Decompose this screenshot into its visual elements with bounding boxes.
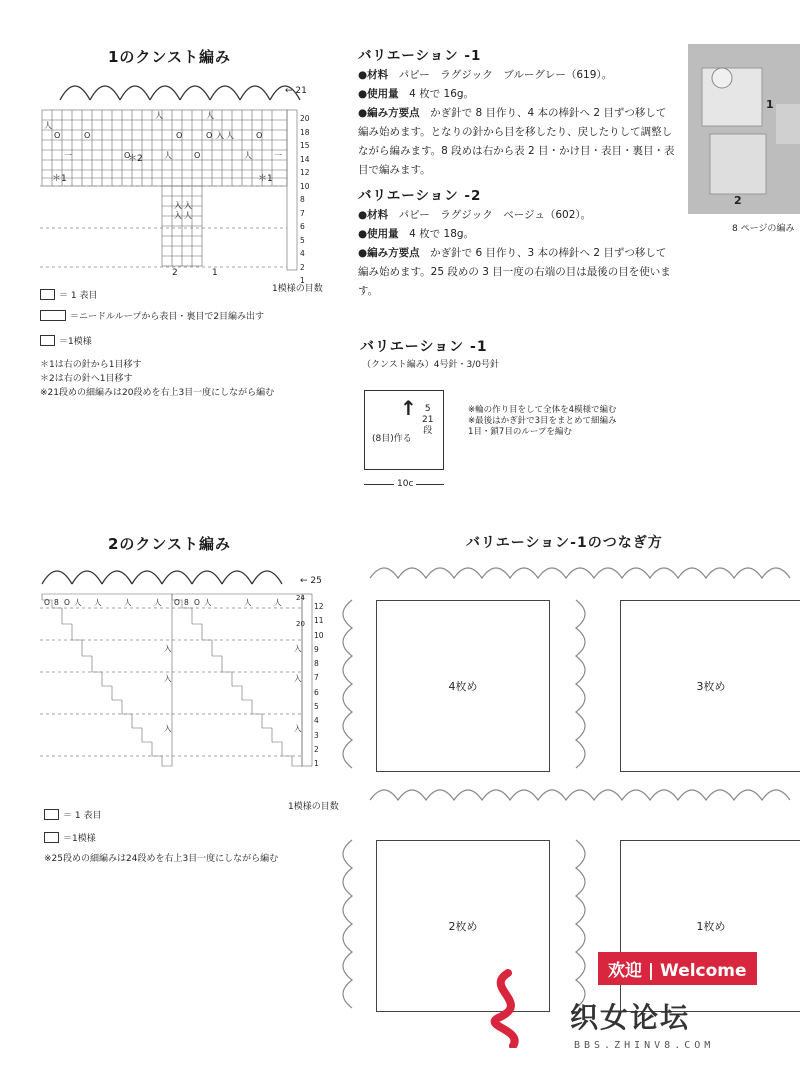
count-bottom: 21 bbox=[422, 415, 434, 425]
note: ※最後はかぎ針で3目をまとめて細編み bbox=[468, 416, 617, 426]
svg-text:O: O bbox=[206, 131, 213, 140]
svg-text:入: 入 bbox=[294, 674, 302, 683]
variation2-title: バリエーション -2 bbox=[358, 188, 482, 204]
legend-box-icon bbox=[40, 289, 55, 300]
welcome-banner bbox=[598, 952, 757, 985]
svg-text:8: 8 bbox=[54, 598, 59, 607]
svg-text:人: 人 bbox=[274, 598, 282, 607]
svg-text:人: 人 bbox=[244, 598, 252, 607]
row-number: 12 bbox=[300, 168, 310, 177]
svg-text:O: O bbox=[64, 598, 70, 607]
method-value: かぎ針で 8 目作り、4 本の棒針へ 2 目ずつ移して編み始めます。となりの針から目を移したり、戻したりして調整しながら編みます。8 段めは右から表 2 目・かけ目・表目・裏目・表目で編みます。 bbox=[358, 107, 675, 176]
materials-value: パピー ラグジック ベージュ（602）。 bbox=[398, 209, 592, 221]
chart2-loops bbox=[42, 571, 282, 584]
arrow-up-icon: ↑ bbox=[400, 396, 417, 420]
welcome-divider: | bbox=[642, 961, 661, 981]
row-number: 5 bbox=[300, 235, 305, 245]
panel-2: 2枚め bbox=[376, 840, 550, 1012]
chart2-repeat-label: 1模様の目数 bbox=[288, 802, 339, 812]
legend-row bbox=[40, 288, 264, 301]
row-number: 5 bbox=[314, 702, 319, 712]
svg-text:人: 人 bbox=[226, 131, 234, 140]
row-number: 3 bbox=[314, 730, 319, 740]
welcome-en: Welcome bbox=[660, 961, 747, 981]
note: 1目・鎖7目のループを編む bbox=[468, 427, 572, 437]
row-number: 4 bbox=[300, 249, 305, 258]
svg-text:O: O bbox=[124, 151, 131, 160]
note: ＊1は右の針から1目移す bbox=[40, 360, 142, 370]
chart2-inner-numbers bbox=[296, 592, 305, 630]
row-number: 4 bbox=[314, 716, 319, 726]
chart1-diagram bbox=[30, 70, 330, 285]
svg-text:人: 人 bbox=[164, 151, 172, 160]
chart2-note: ※25段めの細編みは24段めを右上3目一度にしながら編む bbox=[44, 854, 279, 864]
chart1-arrow-label: ← 21 bbox=[285, 86, 307, 96]
chart1-legend bbox=[40, 288, 264, 347]
section1-title: 1のクンスト編み bbox=[108, 48, 231, 66]
photo-label: 2 bbox=[734, 194, 742, 207]
panel-1: 1枚め bbox=[620, 840, 800, 1012]
chart2-arrow-label: ← 25 bbox=[300, 576, 322, 586]
variation1-diagram-title: バリエーション -1 bbox=[360, 339, 488, 355]
count-unit: 段 bbox=[423, 426, 433, 436]
repeat-box-icon bbox=[40, 335, 55, 346]
svg-text:人: 人 bbox=[44, 121, 52, 130]
variation1-title: バリエーション -1 bbox=[358, 48, 482, 64]
svg-text:O: O bbox=[54, 131, 61, 140]
svg-text:O: O bbox=[194, 598, 200, 607]
svg-text:入: 入 bbox=[294, 644, 302, 653]
repeat-box-icon bbox=[44, 832, 59, 843]
row-number: 24 bbox=[296, 594, 305, 602]
chart1-bottom-num: 1 bbox=[212, 268, 218, 278]
row-number: 10 bbox=[300, 181, 310, 191]
start-label: (8目)作る bbox=[372, 434, 412, 444]
section2-title: 2のクンスト編み bbox=[108, 535, 231, 553]
legend-row bbox=[44, 831, 101, 844]
row-number: 10 bbox=[314, 630, 324, 640]
row-number: 8 bbox=[314, 659, 319, 669]
row-number: 18 bbox=[300, 127, 310, 137]
row-number: 2 bbox=[314, 744, 319, 754]
forum-name: 织女论坛 bbox=[570, 1001, 691, 1034]
svg-text:O: O bbox=[176, 131, 183, 140]
chart1-bottom-num: 2 bbox=[172, 268, 178, 278]
row-number: 7 bbox=[314, 673, 319, 683]
usage-value: 4 枚で 18g。 bbox=[409, 228, 475, 240]
svg-text:人: 人 bbox=[206, 111, 214, 120]
legend-text: ＝ 1 表目 bbox=[59, 291, 98, 301]
panel-4: 4枚め bbox=[376, 600, 550, 772]
chart1-notes bbox=[40, 358, 274, 400]
chart1-dividers bbox=[40, 186, 287, 267]
svg-text:一: 一 bbox=[274, 151, 282, 160]
svg-text:入: 入 bbox=[174, 211, 182, 220]
svg-text:人: 人 bbox=[124, 598, 132, 607]
row-number: 6 bbox=[314, 687, 319, 697]
row-number: 20 bbox=[296, 620, 305, 628]
legend-row bbox=[44, 808, 101, 821]
svg-text:人: 人 bbox=[244, 151, 252, 160]
chart1-symbols bbox=[44, 110, 282, 220]
variation2-body bbox=[358, 206, 676, 301]
svg-text:入: 入 bbox=[174, 201, 182, 210]
row-number: 12 bbox=[314, 602, 324, 611]
svg-text:入: 入 bbox=[164, 644, 172, 653]
chart1-repeat-label: 1模様の目数 bbox=[272, 284, 323, 294]
variation1-text bbox=[358, 44, 676, 301]
svg-text:O: O bbox=[84, 131, 91, 140]
svg-text:人: 人 bbox=[94, 598, 102, 607]
svg-text:人: 人 bbox=[184, 211, 192, 220]
note: ＊2は右の針へ1目移す bbox=[40, 374, 133, 384]
row-count bbox=[422, 404, 433, 437]
chart1-row-numbers bbox=[300, 112, 310, 288]
svg-text:入: 入 bbox=[184, 201, 192, 210]
forum-url: BBS.ZHINV8.COM bbox=[574, 1040, 715, 1051]
svg-text:入: 入 bbox=[216, 131, 224, 140]
chart2-grid bbox=[42, 594, 312, 766]
materials-value: パピー ラグジック ブルーグレー（619）。 bbox=[398, 69, 613, 81]
row-number: 6 bbox=[300, 222, 305, 231]
panel-3: 3枚め bbox=[620, 600, 800, 772]
variation1-body bbox=[358, 66, 676, 180]
sample-photo bbox=[688, 44, 800, 214]
row-number: 1 bbox=[300, 276, 305, 285]
chart1-loops bbox=[60, 86, 300, 100]
chart2-symbols bbox=[44, 597, 302, 733]
photo-label: 1 bbox=[766, 98, 774, 111]
joining-title: バリエーション-1のつなぎ方 bbox=[466, 535, 663, 551]
materials-label: ●材料 bbox=[358, 209, 389, 221]
variation1-diagram-subtitle: （クンスト編み）4号針・3/0号針 bbox=[362, 360, 499, 370]
svg-text:8: 8 bbox=[184, 598, 189, 607]
chart2-legend bbox=[44, 808, 101, 844]
row-number: 2 bbox=[300, 262, 305, 272]
svg-text:O: O bbox=[174, 598, 180, 607]
width-label: 10c bbox=[394, 477, 416, 491]
row-number: 1 bbox=[314, 759, 319, 769]
svg-text:人: 人 bbox=[204, 598, 212, 607]
svg-text:入: 入 bbox=[164, 674, 172, 683]
materials-label: ●材料 bbox=[358, 69, 389, 81]
note: ※21段めの細編みは20段めを右上3目一度にしながら編む bbox=[40, 388, 275, 398]
svg-text:O: O bbox=[44, 598, 50, 607]
usage-value: 4 枚で 16g。 bbox=[409, 88, 475, 100]
legend-text: ＝ 1 表目 bbox=[63, 811, 102, 821]
row-number: 8 bbox=[300, 195, 305, 204]
legend-row bbox=[40, 334, 264, 347]
chart1-star1-left: ＊1 bbox=[52, 174, 67, 184]
svg-text:人: 人 bbox=[74, 598, 82, 607]
row-number: 20 bbox=[300, 114, 310, 123]
svg-text:O: O bbox=[194, 151, 201, 160]
svg-text:人: 人 bbox=[154, 598, 162, 607]
chart1-star1-right: ＊1 bbox=[258, 174, 273, 184]
chart1-star2: ＊2 bbox=[128, 154, 143, 164]
svg-text:人: 人 bbox=[155, 111, 163, 120]
forum-logo-icon bbox=[478, 968, 538, 1048]
variation1-diagram-notes bbox=[468, 405, 617, 438]
method-label: ●編み方要点 bbox=[358, 247, 420, 259]
row-number: 11 bbox=[314, 616, 324, 626]
needle-loop-icon bbox=[40, 310, 66, 321]
chart2-row-numbers bbox=[314, 600, 324, 772]
method-value: かぎ針で 6 目作り、3 本の棒針へ 2 目ずつ移して編み始めます。25 段めの 3 目一度の右端の目は最後の目を使います。 bbox=[358, 247, 671, 297]
note: ※輪の作り目をして全体を4模様で編む bbox=[468, 405, 617, 415]
count-top: 5 bbox=[424, 404, 431, 414]
legend-text: ＝ニードルループから表目・裏目で2目編み出す bbox=[70, 312, 265, 322]
chart2-diagram bbox=[30, 556, 320, 801]
svg-text:一: 一 bbox=[64, 151, 72, 160]
legend-text: ＝1模様 bbox=[63, 834, 96, 844]
row-number: 9 bbox=[314, 644, 319, 654]
row-number: 14 bbox=[300, 154, 310, 164]
svg-text:O: O bbox=[256, 131, 263, 140]
welcome-cn: 欢迎 bbox=[608, 961, 642, 981]
row-number: 15 bbox=[300, 141, 310, 150]
legend-row bbox=[40, 309, 264, 322]
photo-illustration bbox=[688, 44, 800, 214]
photo-caption: 8 ページの編み bbox=[732, 224, 795, 234]
row-number: 7 bbox=[300, 208, 305, 218]
svg-text:入: 入 bbox=[294, 724, 302, 733]
legend-box-icon bbox=[44, 809, 59, 820]
usage-label: ●使用量 bbox=[358, 88, 399, 100]
legend-text: ＝1模様 bbox=[59, 337, 92, 347]
usage-label: ●使用量 bbox=[358, 228, 399, 240]
method-label: ●編み方要点 bbox=[358, 107, 420, 119]
svg-text:入: 入 bbox=[164, 724, 172, 733]
